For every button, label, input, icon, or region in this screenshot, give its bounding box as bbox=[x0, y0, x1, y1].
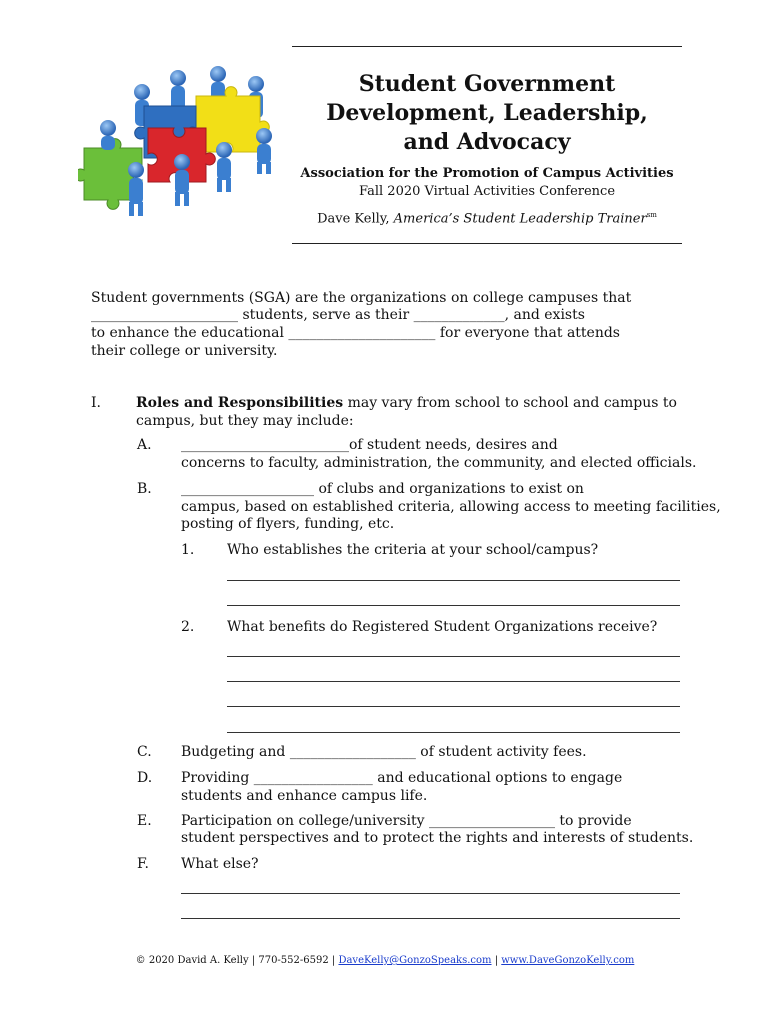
header-top-rule bbox=[292, 46, 682, 47]
answer-line[interactable] bbox=[227, 706, 680, 707]
item-letter: A. bbox=[137, 437, 152, 453]
section-lead-text: may vary from school to school and campus to bbox=[343, 395, 677, 411]
section-lead bbox=[136, 394, 677, 412]
title-line: Student Government bbox=[358, 71, 616, 97]
answer-line[interactable] bbox=[181, 893, 680, 894]
title-line: and Advocacy bbox=[403, 129, 571, 155]
title-line: Development, Leadership, bbox=[326, 100, 648, 126]
item-text: Budgeting and __________________ of student activity fees. bbox=[181, 744, 587, 760]
item-text: ________________________of student needs, desires and bbox=[181, 437, 558, 453]
presenter-title: America’s Student Leadership Trainer bbox=[393, 211, 647, 227]
footer bbox=[0, 955, 770, 966]
item-text: ___________________ of clubs and organizations to exist on bbox=[181, 481, 584, 497]
presenter-line bbox=[292, 211, 682, 226]
item-text: students and enhance campus life. bbox=[181, 788, 428, 804]
footer-separator: | bbox=[491, 955, 502, 966]
item-letter: C. bbox=[137, 744, 152, 760]
item-text: What else? bbox=[181, 856, 259, 872]
presenter-name: Dave Kelly, bbox=[317, 211, 394, 227]
intro-line: their college or university. bbox=[91, 343, 278, 359]
subitem-number: 2. bbox=[181, 619, 195, 635]
section-heading: Roles and Responsibilities bbox=[136, 395, 344, 411]
item-text: posting of flyers, funding, etc. bbox=[181, 516, 395, 532]
puzzle-teamwork-illustration bbox=[78, 66, 284, 218]
item-letter: D. bbox=[137, 770, 153, 786]
answer-line[interactable] bbox=[227, 605, 680, 606]
item-text: Participation on college/university __________________ to provide bbox=[181, 813, 632, 829]
intro-line: to enhance the educational _____________________ for everyone that attends bbox=[91, 325, 620, 341]
service-mark: sm bbox=[646, 211, 657, 219]
item-letter: E. bbox=[137, 813, 152, 829]
footer-website-link[interactable]: www.DaveGonzoKelly.com bbox=[501, 955, 635, 966]
answer-line[interactable] bbox=[227, 656, 680, 657]
answer-line[interactable] bbox=[227, 681, 680, 682]
header-bottom-rule bbox=[292, 243, 682, 244]
subitem-question: Who establishes the criteria at your school/campus? bbox=[227, 542, 599, 558]
intro-line: Student governments (SGA) are the organizations on college campuses that bbox=[91, 290, 632, 306]
item-text: concerns to faculty, administration, the community, and elected officials. bbox=[181, 455, 697, 471]
item-text: student perspectives and to protect the rights and interests of students. bbox=[181, 830, 694, 846]
item-letter: F. bbox=[137, 856, 149, 872]
answer-line[interactable] bbox=[227, 580, 680, 581]
subitem-question: What benefits do Registered Student Organizations receive? bbox=[227, 619, 658, 635]
conference-name: Fall 2020 Virtual Activities Conference bbox=[358, 184, 616, 199]
item-text: campus, based on established criteria, allowing access to meeting facilities, bbox=[181, 499, 721, 515]
intro-line: _____________________ students, serve as their _____________, and exists bbox=[91, 307, 585, 323]
answer-line[interactable] bbox=[181, 918, 680, 919]
section-lead-line2: campus, but they may include: bbox=[136, 413, 354, 429]
answer-line[interactable] bbox=[227, 732, 680, 733]
organization-name: Association for the Promotion of Campus Activities bbox=[300, 166, 674, 181]
document-title bbox=[292, 70, 682, 157]
item-text: Providing _________________ and educational options to engage bbox=[181, 770, 623, 786]
section-numeral: I. bbox=[91, 395, 101, 411]
subitem-number: 1. bbox=[181, 542, 195, 558]
item-letter: B. bbox=[137, 481, 152, 497]
footer-email-link[interactable]: DaveKelly@GonzoSpeaks.com bbox=[338, 955, 492, 966]
footer-copyright: © 2020 David A. Kelly | 770-552-6592 | bbox=[135, 955, 339, 966]
